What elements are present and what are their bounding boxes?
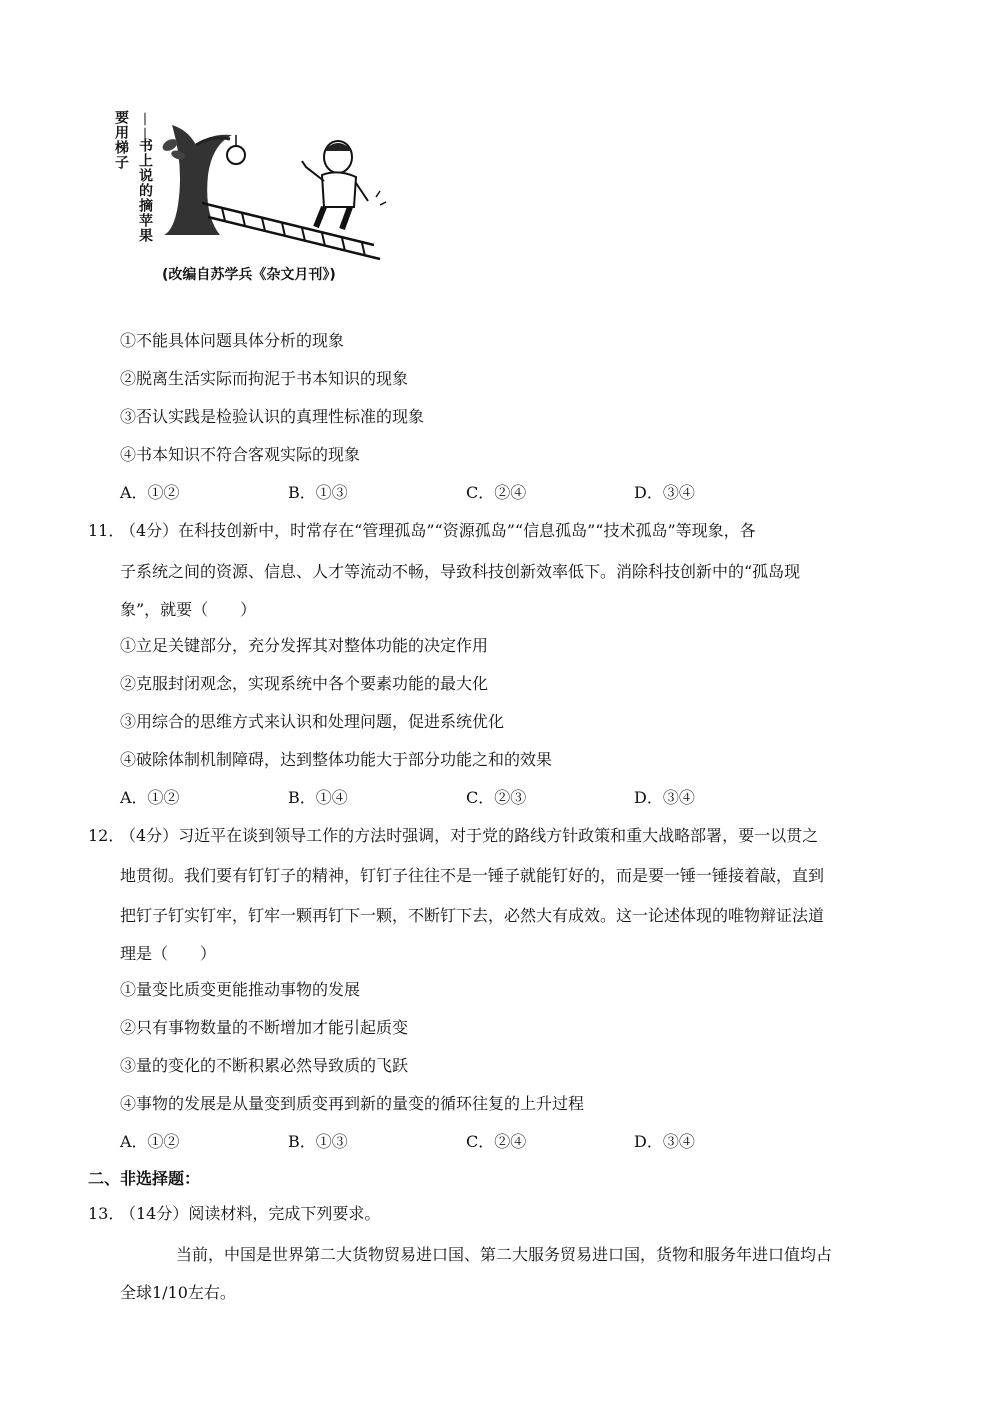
q13-number: 13． <box>88 1204 125 1223</box>
q13-material-line-1: 当前，中国是世界第二大货物贸易进口国、第二大服务贸易进口国，货物和服务年进口值均占 <box>176 1245 833 1264</box>
q12-stem-line-4: 理是（ ） <box>120 944 217 963</box>
q12-choice-c: C．②④ <box>466 1132 527 1151</box>
q10-choice-a: A．①② <box>120 483 180 502</box>
cartoon-text-left: 要用梯子 <box>113 110 129 170</box>
q10-option-4: ④书本知识不符合客观实际的现象 <box>120 445 361 464</box>
q11-stem-line-1: （4分）在科技创新中，时常存在“管理孤岛”“资源孤岛”“信息孤岛”“技术孤岛”等现象，各 <box>120 521 756 540</box>
q11-option-1: ①立足关键部分，充分发挥其对整体功能的决定作用 <box>120 636 489 655</box>
q11-number: 11． <box>88 521 125 540</box>
q10-option-1: ①不能具体问题具体分析的现象 <box>120 331 345 350</box>
q11-option-2: ②克服封闭观念，实现系统中各个要素功能的最大化 <box>120 674 489 693</box>
q12-choice-d: D．③④ <box>634 1132 695 1151</box>
q10-option-2: ②脱离生活实际而拘泥于书本知识的现象 <box>120 369 409 388</box>
q13-material-line-2: 全球1/10左右。 <box>120 1283 236 1302</box>
q10-choice-c: C．②④ <box>466 483 527 502</box>
q11-choice-d: D．③④ <box>634 788 695 807</box>
q11-stem-line-3: 象”，就要（ ） <box>120 600 257 619</box>
q12-choice-a: A．①② <box>120 1132 180 1151</box>
q10-choice-d: D．③④ <box>634 483 695 502</box>
q12-stem-line-3: 把钉子钉实钉牢，钉牢一颗再钉下一颗，不断钉下去，必然大有成效。这一论述体现的唯物辩证法道 <box>120 906 825 925</box>
cartoon-text-right: 书上说的摘苹果 <box>137 138 153 243</box>
section-title: 二、非选择题： <box>88 1169 201 1188</box>
q12-option-3: ③量的变化的不断积累必然导致质的飞跃 <box>120 1056 409 1075</box>
q11-option-4: ④破除体制机制障碍，达到整体功能大于部分功能之和的效果 <box>120 750 553 769</box>
q11-stem-line-2: 子系统之间的资源、信息、人才等流动不畅，导致科技创新效率低下。消除科技创新中的“孤岛现 <box>120 562 801 581</box>
cartoon-dash: —— <box>137 112 153 142</box>
q11-choice-c: C．②③ <box>466 788 527 807</box>
q13-prompt: （14分）阅读材料，完成下列要求。 <box>120 1204 381 1223</box>
q12-number: 12． <box>88 826 125 845</box>
figure-caption: (改编自苏学兵《杂文月刊》) <box>162 267 336 283</box>
q10-choice-b: B．①③ <box>288 483 348 502</box>
q11-choice-a: A．①② <box>120 788 180 807</box>
q11-choice-b: B．①④ <box>288 788 348 807</box>
q12-stem-line-1: （4分）习近平在谈到领导工作的方法时强调，对于党的路线方针政策和重大战略部署，要一以贯之 <box>120 826 819 845</box>
q11-option-3: ③用综合的思维方式来认识和处理问题，促进系统优化 <box>120 712 505 731</box>
q12-option-1: ①量变比质变更能推动事物的发展 <box>120 980 361 999</box>
q12-option-2: ②只有事物数量的不断增加才能引起质变 <box>120 1018 409 1037</box>
q12-choice-b: B．①③ <box>288 1132 348 1151</box>
q12-option-4: ④事物的发展是从量变到质变再到新的量变的循环往复的上升过程 <box>120 1094 585 1113</box>
q10-option-3: ③否认实践是检验认识的真理性标准的现象 <box>120 407 425 426</box>
q12-stem-line-2: 地贯彻。我们要有钉钉子的精神，钉钉子往往不是一锤子就能钉好的，而是要一锤一锤接着敲，直到 <box>120 866 825 885</box>
